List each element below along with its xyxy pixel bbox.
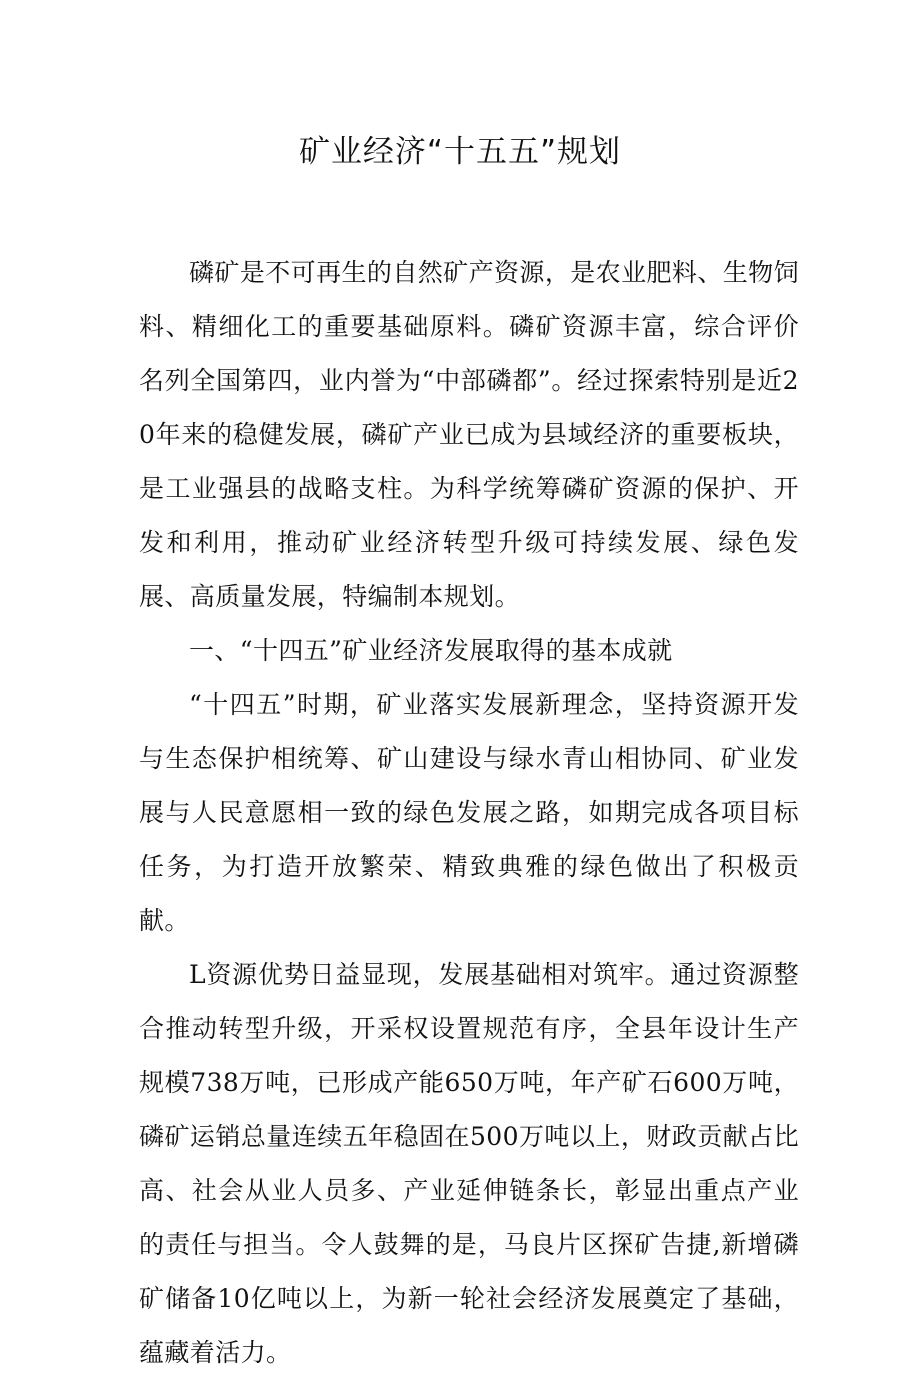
paragraph-intro: 磷矿是不可再生的自然矿产资源，是农业肥料、生物饲料、精细化工的重要基础原料。磷矿资源丰富，综合评价名列全国第四，业内誉为“中部磷都”。经过探索特别是近20年来的稳健发展，磷矿产业已成为县域经济的重要板块，是工业强县的战略支柱。为科学统筹磷矿资源的保护、开发和利用，推动矿业经济转型升级可持续发展、绿色发展、高质量发展，特编制本规划。 <box>139 258 799 611</box>
document-body <box>139 246 799 1380</box>
paragraph-overview: “十四五”时期，矿业落实发展新理念，坚持资源开发与生态保护相统筹、矿山建设与绿水青山相协同、矿业发展与人民意愿相一致的绿色发展之路，如期完成各项目标任务，为打造开放繁荣、精致典雅的绿色做出了积极贡献。 <box>139 690 799 935</box>
paragraph-resource-advantage: L资源优势日益显现，发展基础相对筑牢。通过资源整合推动转型升级，开采权设置规范有序，全县年设计生产规模738万吨，已形成产能650万吨，年产矿石600万吨，磷矿运销总量连续五年稳固在500万吨以上，财政贡献占比高、社会从业人员多、产业延伸链条长，彰显出重点产业的责任与担当。令人鼓舞的是，马良片区探矿告捷,新增磷矿储备10亿吨以上，为新一轮社会经济发展奠定了基础，蕴藏着活力。 <box>139 960 799 1367</box>
document-title: 矿业经济“十五五”规划 <box>298 134 622 170</box>
section-heading-1: 一、“十四五”矿业经济发展取得的基本成就 <box>189 636 673 665</box>
